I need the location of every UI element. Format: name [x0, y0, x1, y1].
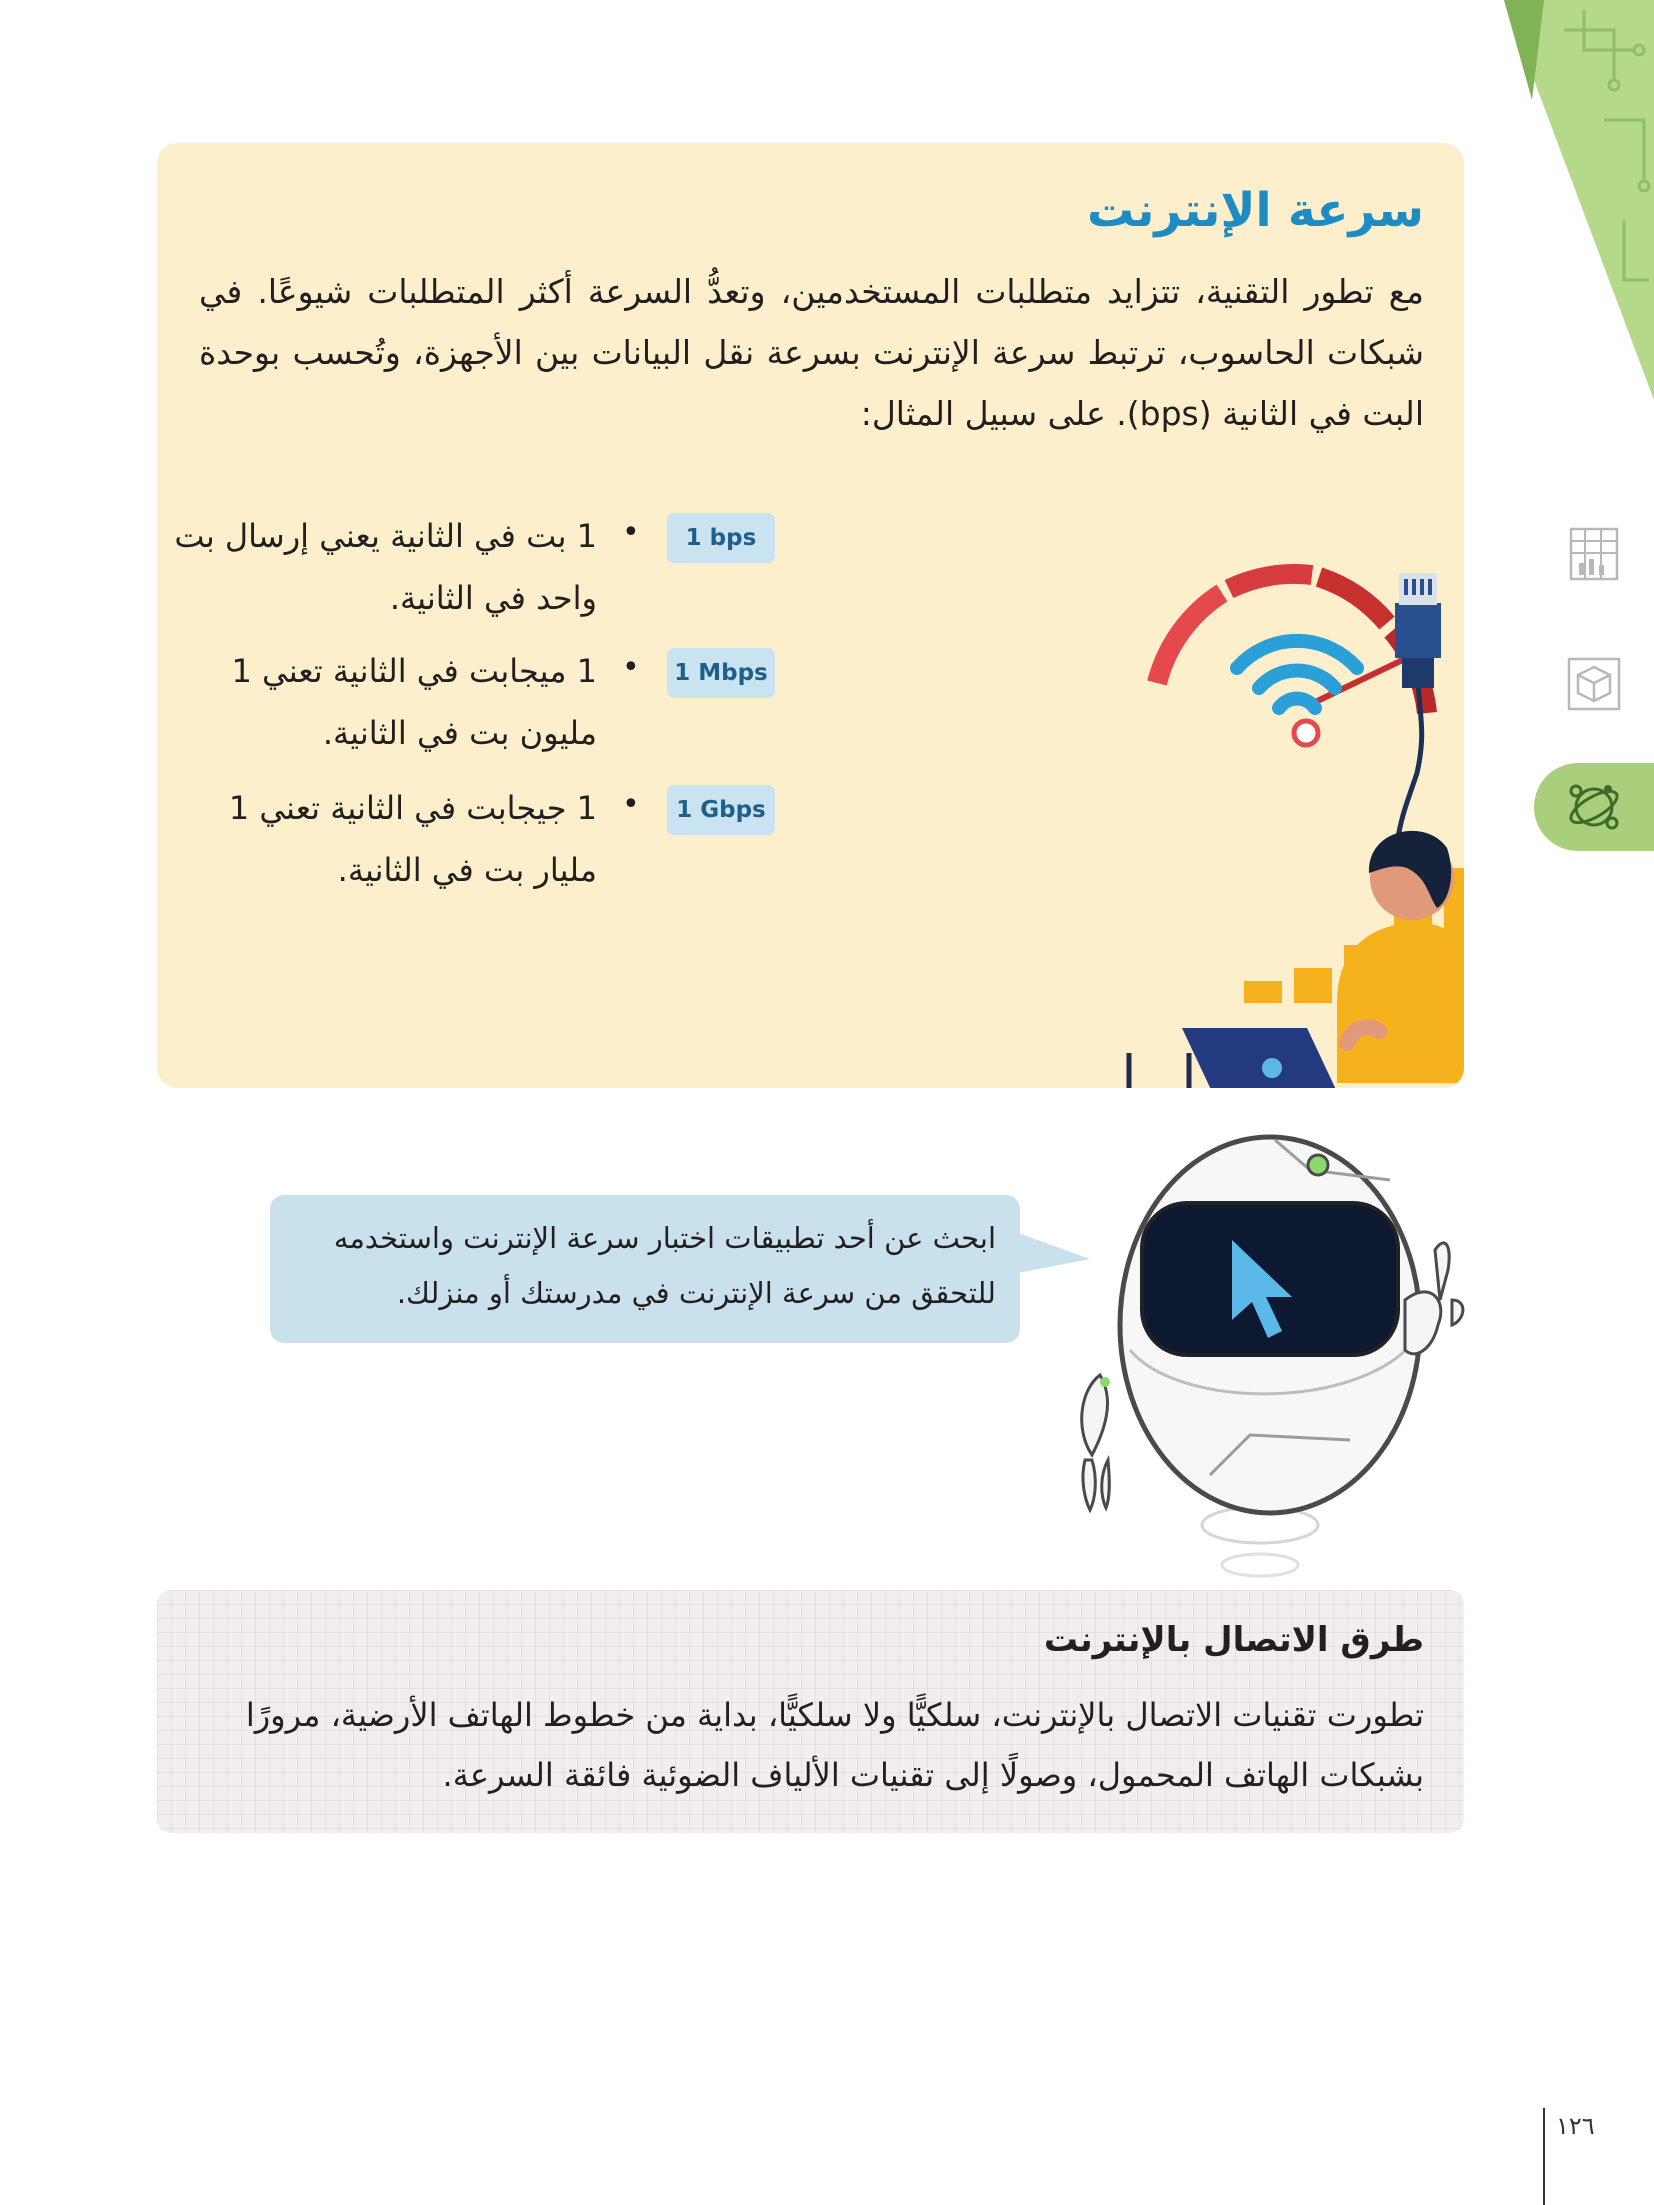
side-tab-cube[interactable]: [1534, 640, 1654, 728]
cube-icon: [1565, 655, 1623, 713]
spreadsheet-icon: [1565, 525, 1623, 583]
page-number: ١٢٦: [1556, 2112, 1595, 2140]
side-tab-network[interactable]: [1534, 763, 1654, 851]
connection-methods-section: [157, 1590, 1464, 1833]
robot-illustration: [1060, 1110, 1480, 1580]
internet-speed-illustration: [1007, 483, 1464, 1088]
bullet-icon: •: [622, 650, 640, 685]
speed-description: 1 ميجابت في الثانية تعني 1 مليون بت في الثانية.: [231, 652, 597, 752]
speed-badge: 1 Mbps: [667, 648, 775, 698]
internet-speed-section: [157, 143, 1464, 1088]
section-paragraph: مع تطور التقنية، تتزايد متطلبات المستخدمين، وتعدُّ السرعة أكثر المتطلبات شيوعًا. في شبكات الحاسوب، ترتبط سرعة الإنترنت بسرعة نقل البيانات بين الأجهزة، وتُحسب بوحدة البت في الثانية (bps). على سبيل المثال:: [199, 272, 1424, 433]
bullet-icon: •: [622, 787, 640, 822]
list-item: [157, 513, 777, 633]
activity-callout: [270, 1195, 1020, 1343]
speed-description: 1 جيجابت في الثانية تعني 1 مليار بت في الثانية.: [228, 789, 597, 889]
list-item: [157, 785, 777, 905]
side-tab-spreadsheet[interactable]: [1534, 510, 1654, 598]
speed-badge: 1 Gbps: [667, 785, 775, 835]
speed-badge: 1 bps: [667, 513, 775, 563]
network-globe-icon: [1564, 777, 1624, 837]
section-paragraph: تطورت تقنيات الاتصال بالإنترنت، سلكيًّا ولا سلكيًّا، بداية من خطوط الهاتف الأرضية، مرورًا بشبكات الهاتف المحمول، وصولًا إلى تقنيات الألياف الضوئية فائقة السرعة.: [245, 1696, 1424, 1794]
speed-description: 1 بت في الثانية يعني إرسال بت واحد في الثانية.: [174, 517, 597, 617]
corner-circuit-decoration: [1504, 0, 1654, 400]
section-title: طرق الاتصال بالإنترنت: [1043, 1620, 1424, 1660]
page-number-divider: [1543, 2108, 1545, 2205]
callout-text: ابحث عن أحد تطبيقات اختبار سرعة الإنترنت واستخدمه للتحقق من سرعة الإنترنت في مدرستك أو منزلك.: [333, 1221, 996, 1310]
bullet-icon: •: [622, 515, 640, 550]
list-item: [157, 648, 777, 768]
section-title: سرعة الإنترنت: [1086, 183, 1424, 238]
